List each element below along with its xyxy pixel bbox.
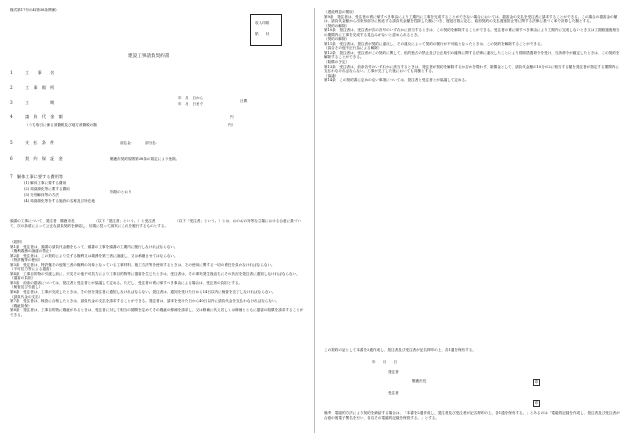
- sub-item-3: (3) 分別解体等の方法: [24, 193, 59, 197]
- field-label-work-name: 工 事 名: [25, 70, 55, 75]
- left-articles: [10, 240, 306, 436]
- field-label-period: 工 期: [25, 100, 55, 105]
- article-heading: （賠償の予定）: [324, 60, 350, 65]
- article-block: [10, 240, 306, 249]
- article-heading: （契約の解除）: [324, 37, 350, 42]
- stamp-line2: 貼 付: [255, 32, 270, 36]
- article-block: [10, 285, 306, 294]
- article-block: [10, 258, 306, 267]
- field-num-2: 2: [10, 85, 13, 90]
- article-block: [324, 74, 620, 83]
- article-text: 第1条 受注者は、頭書の請負代金額をもって、頭書の工事を頭書の工期内に履行しなければならない。: [10, 244, 178, 249]
- revenue-stamp-box: [250, 14, 282, 46]
- article-block: [324, 46, 620, 60]
- field-value-tax: 円）: [228, 123, 236, 127]
- article-block: [10, 249, 306, 258]
- intro-paragraph: 頭書の工事について、発注者 鶴鹿市長 （以下「発注者」という。）と受注者 （以下「受注者」という。）とは、おのおの対等な立場における合意に基づいて、次の条項によって公正な請負契約を締結し、信義に従って誠実にこれを履行するものとする。: [10, 219, 301, 228]
- article-text: 第2条 受注者は、この契約により生ずる権利又は義務を第三者に譲渡し、又は承継させてはならない。: [10, 253, 178, 258]
- seal-mark-contractor: 印: [534, 401, 539, 405]
- field-label-payment: 支 払 条 件: [25, 140, 55, 145]
- days-label: 日間: [240, 99, 248, 103]
- article-block: [324, 60, 620, 74]
- article-block: [10, 267, 306, 276]
- signer-role-client: 発注者: [388, 370, 399, 374]
- closing-statement: この契約の証として本書を2通作成し、発注者及び受注者が記名押印の上、各1通を保有する。: [324, 348, 476, 352]
- field-label-amount: 請 負 代 金 額: [25, 114, 63, 119]
- article-heading: （不可抗力等による損害）: [10, 267, 54, 272]
- article-text: 第13条 受注者は、前条各号のいずれかに該当するときは、発注者が契約を解除するか否かを問わず、賠償金として、請負代金額の10分の2に相当する額を発注者が指定する期間内に支払わなければならない。工事が完了した後においても同様とする。: [324, 64, 619, 74]
- stamp-line1: 収入印紙: [255, 21, 270, 25]
- field-num-5: 5: [10, 140, 13, 145]
- field-value-demolition: 別紙のとおり: [110, 190, 132, 194]
- article-heading: （瑕疵担保）: [10, 303, 32, 308]
- article-text: 第11条 受注者は、発注者が契約に違反し、その違反によって契約の履行が不可能となったときは、この契約を解除することができる。: [324, 41, 545, 46]
- signer-role-contractor: 受注者: [388, 391, 399, 395]
- remarks-note: 備考 電磁的方法により契約を締結する場合は、「本書を2通作成し、発注者及び受注者が記名押印の上、各1通を保有する。」とあるのは「電磁的記録を作成し、発注者及び受注者が合意の後電子署名を行い、各自その電磁的記録を保管する。」とする。: [324, 411, 620, 420]
- article-text: 第12条 発注者は、受注者がこの契約に関して、私的独占の禁止及び公正取引の確保に関する法律に違反したことにより排除措置命令を受け、当該命令が確定したときは、この契約を解除することができる。: [324, 50, 620, 60]
- article-text: 第14条 この契約書に定めのない事項については、発注者と受注者とが協議して定める。: [324, 78, 469, 83]
- field-num-1: 1: [10, 70, 13, 75]
- article-heading: （権利義務の譲渡の禁止）: [10, 249, 54, 254]
- article-text: 第8条 発注者は、工事目的物に瑕疵があるときは、受注者に対して相当の期間を定めてその瑕疵の修補を請求し、又は修補に代え若しくは修補とともに損害の賠償を請求することができる。: [10, 308, 304, 317]
- contract-date: 年 月 日: [372, 360, 398, 364]
- field-num-4: 4: [10, 114, 13, 119]
- article-text: 第4条 工事目的物の引渡し前に、天災その他不可抗力により工事目的物等に損害を生じたときは、受注者は、その事実発生後直ちにその状況を発注者に通知しなければならない。: [10, 271, 300, 276]
- signer-name-client: 鶴鹿市長: [412, 379, 427, 383]
- article-heading: （特許権等の使用）: [10, 258, 43, 263]
- document-title: 建設工事請負契約書: [128, 54, 170, 59]
- article-text: 第6条 受注者は、工事が完成したときは、その旨を発注者に通知しなければならない。発注者は、通知を受けた日から14日以内に検査を完了しなければならない。: [10, 290, 276, 295]
- sub-item-4: (4) 再資源化等をする施設の名称及び所在地: [24, 199, 95, 203]
- right-articles: [324, 10, 620, 320]
- page-divider: [314, 8, 315, 433]
- article-text: 第7条 受注者は、検査に合格したときは、請負代金の支払を請求することができる。発注者は、請求を受けた日から40日以内に請負代金を支払わなければならない。: [10, 299, 280, 304]
- field-label-demolition: 解体工事に要する費用等: [17, 174, 64, 179]
- article-heading: （談合その他不正行為による解除）: [324, 46, 382, 51]
- article-block: [10, 276, 306, 285]
- article-heading: （協議）: [324, 73, 339, 78]
- seal-mark-client: 印: [534, 380, 539, 384]
- field-label-deposit: 契 約 保 証 金: [25, 156, 63, 161]
- article-block: [324, 24, 620, 38]
- field-value-deposit: 鶴鹿市契約規則第38条の規定により免除。: [110, 157, 180, 161]
- article-text: 第3条 受注者は、特許権その他第三者の権利の対象となっている工事材料、施工方法等を使用するときは、その使用に関する一切の責任を負わなければならない。: [10, 262, 275, 267]
- article-text: 第9条 発注者は、受注者の責に帰すべき事由により工期内に工事を完成することができない場合においては、損害金の支払を受注者に請求することができる。この場合の損害金の額は、請負代金額から出来形部分に相応する請負代金額を控除した額につき、遅延日数に応じ、政府契約の支払遅延防止等に関する法律に基づく率で計算した額とする。: [324, 14, 618, 24]
- field-label-tax: （うち取引に係る消費税及び地方消費税の額: [25, 123, 97, 127]
- article-heading: （遅延利息の徴収）: [324, 10, 357, 14]
- form-number: 様式第17号の4(第38条関係): [10, 8, 57, 12]
- article-heading: （検査及び引渡し）: [10, 285, 43, 290]
- article-heading: （損害の負担）: [10, 276, 36, 281]
- article-heading: （請負代金の支払）: [10, 294, 43, 299]
- article-block: [324, 10, 620, 24]
- field-num-7: 7: [10, 174, 13, 179]
- article-heading: （総則）: [10, 240, 25, 244]
- field-value-amount: 円: [230, 115, 234, 119]
- field-num-6: 6: [10, 156, 13, 161]
- article-text: 第10条 発注者は、受注者が次の各号のいずれかに該当するときは、この契約を解除することができる。受注者の責に帰すべき事由により工期内に完成しないとき又は工期経過後相当の期間内に工事を完成する見込みがないと認められるとき。: [324, 28, 620, 37]
- sub-item-1: (1) 解体工事に要する費用: [24, 181, 67, 185]
- article-text: 第5条 前条の損害については、発注者と受注者とが協議して定める。ただし、受注者の責に帰すべき事由による場合は、受注者の負担とする。: [10, 280, 243, 285]
- field-label-location: 工 事 場 所: [25, 85, 55, 90]
- article-heading: （契約の解除）: [324, 23, 350, 28]
- article-block: [10, 295, 306, 304]
- field-value-period: 年 月 日から 年 月 日まで: [178, 96, 204, 106]
- field-value-payment: 前払金： 部分払：: [120, 141, 160, 145]
- article-block: [324, 37, 620, 46]
- sub-item-2: (2) 再資源化等に要する費用: [24, 187, 70, 191]
- field-num-3: 3: [10, 100, 13, 105]
- article-block: [10, 304, 306, 318]
